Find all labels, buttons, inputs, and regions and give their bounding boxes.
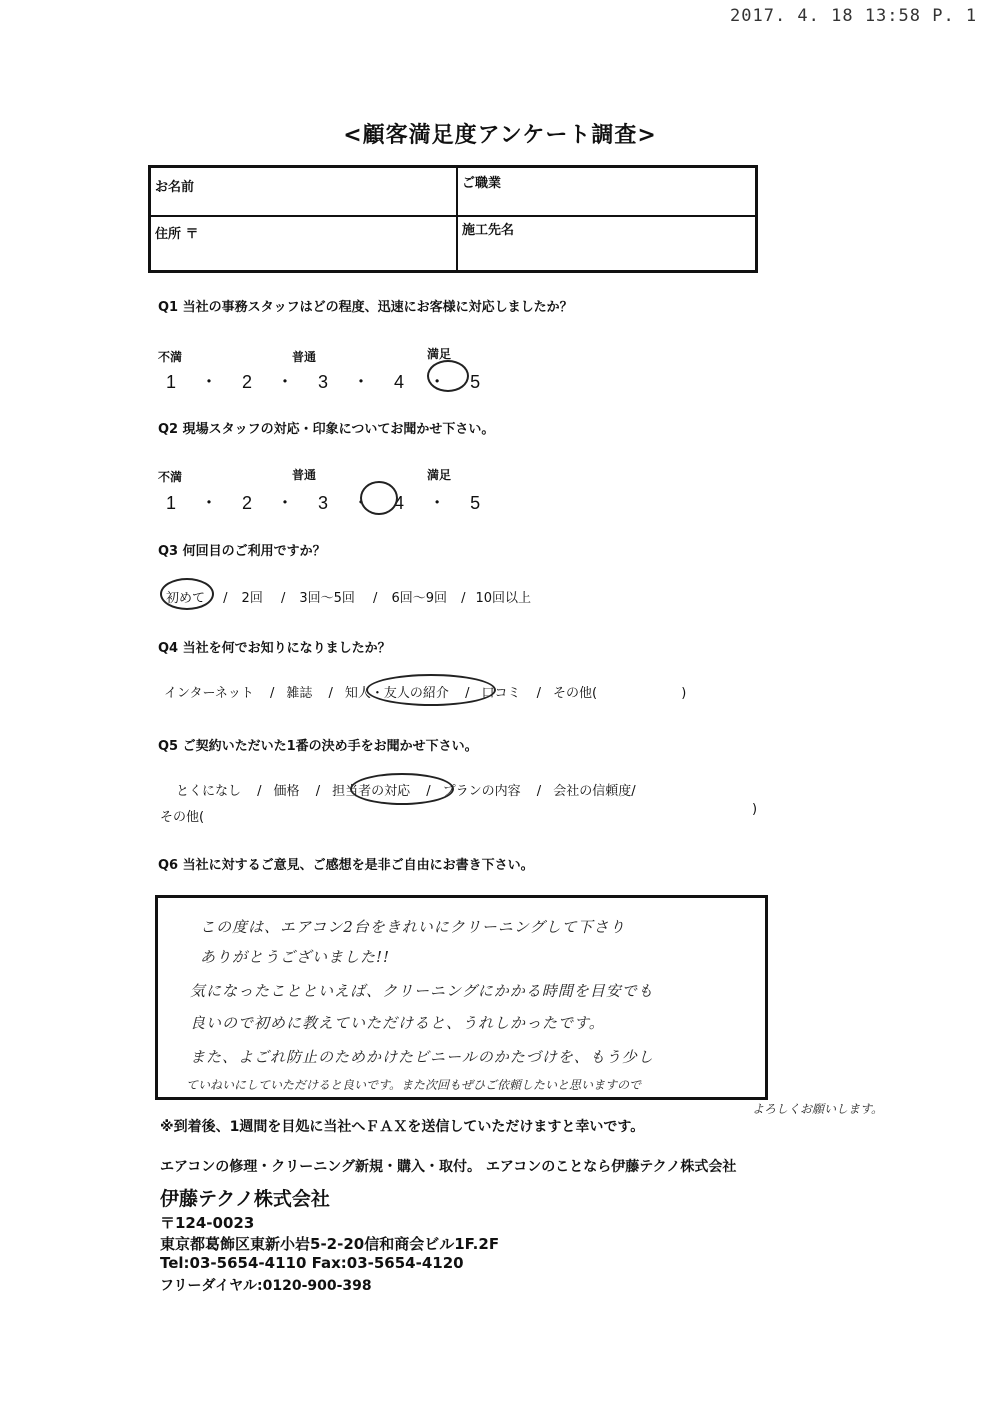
occupation-label: ご職業 bbox=[462, 176, 502, 191]
site-label: 施工先名 bbox=[462, 223, 515, 238]
q4-option-word-of-mouth[interactable]: 口コミ bbox=[481, 686, 521, 701]
q2-low-label: 不満 bbox=[158, 470, 183, 484]
q4-option-referral[interactable]: 知人・友人の紹介 bbox=[344, 686, 449, 701]
comment-line: 良いので初めに教えていただけると、うれしかったです。 bbox=[190, 1014, 605, 1032]
company-postal: 〒124-0023 bbox=[160, 1214, 255, 1232]
q5-option-price[interactable]: 価格 bbox=[273, 784, 300, 799]
q5-option-plan[interactable]: プランの内容 bbox=[442, 784, 521, 799]
fax-header: 2017. 4. 18 13:58 P. 1 bbox=[730, 6, 978, 26]
q5-option-staff[interactable]: 担当者の対応 bbox=[332, 784, 411, 799]
q1-selection-circle bbox=[427, 360, 469, 392]
q2-mid-label: 普通 bbox=[292, 468, 317, 482]
q4-question: Q4 当社を何でお知りになりましたか？ bbox=[158, 641, 391, 656]
company-free-dial: フリーダイヤル:0120-900-398 bbox=[160, 1278, 372, 1294]
q3-option-first[interactable]: 初めて bbox=[166, 591, 206, 606]
q3-option-2[interactable]: 2回 bbox=[241, 591, 263, 606]
company-tagline: エアコンの修理・クリーニング新規・購入・取付。 エアコンのことなら伊藤テクノ株式会社 bbox=[160, 1159, 737, 1175]
q5-option-other[interactable]: その他( bbox=[160, 810, 205, 825]
q1-high-label: 満足 bbox=[427, 347, 452, 361]
q2-question: Q2 現場スタッフの対応・印象についてお聞かせ下さい。 bbox=[158, 422, 495, 437]
q5-question: Q5 ご契約いただいた1番の決め手をお聞かせ下さい。 bbox=[158, 739, 478, 754]
q1-option-5[interactable]: 5 bbox=[470, 372, 481, 392]
q6-question: Q6 当社に対するご意見、ご感想を是非ご自由にお書き下さい。 bbox=[158, 858, 534, 873]
q1-option-1[interactable]: 1 bbox=[166, 372, 177, 392]
q2-option-3[interactable]: 3 bbox=[318, 493, 329, 513]
comment-line: ありがとうございました!! bbox=[200, 948, 391, 966]
q2-selection-circle bbox=[360, 481, 398, 515]
comment-line: 気になったことといえば、クリーニングにかかる時間を目安でも bbox=[190, 982, 654, 1000]
q4-other-close: ) bbox=[681, 686, 687, 701]
q4-options: インターネット / 雑誌 / 知人・友人の紹介 / 口コミ / その他( ) bbox=[164, 686, 687, 701]
q3-options: 初めて / 2回 / 3回～5回 / 6回～9回 / 10回以上 bbox=[166, 591, 532, 606]
q4-option-other[interactable]: その他( bbox=[553, 686, 598, 701]
q3-question: Q3 何回目のご利用ですか？ bbox=[158, 544, 326, 559]
q5-option-trust[interactable]: 会社の信頼度/ bbox=[553, 784, 636, 799]
q3-option-6-9[interactable]: 6回～9回 bbox=[391, 591, 447, 606]
q2-scale: 1 ・ 2 ・ 3 ・ 4 ・ 5 bbox=[166, 493, 481, 513]
comment-line: また、よごれ防止のためかけたビニールのかたづけを、もう少し bbox=[190, 1048, 654, 1066]
company-name: 伊藤テクノ株式会社 bbox=[160, 1188, 330, 1210]
q2-option-1[interactable]: 1 bbox=[166, 493, 177, 513]
company-address: 東京都葛飾区東新小岩5-2-20信和商会ビル1F.2F bbox=[160, 1235, 500, 1253]
address-label: 住所 〒 bbox=[155, 227, 199, 242]
q1-question: Q1 当社の事務スタッフはどの程度、迅速にお客様に対応しましたか？ bbox=[158, 300, 573, 315]
q1-scale: 1 ・ 2 ・ 3 ・ 4 ・ 5 bbox=[166, 372, 481, 392]
q3-selection-circle bbox=[160, 578, 214, 610]
comment-line: よろしくお願いします。 bbox=[752, 1102, 884, 1116]
q2-high-label: 満足 bbox=[427, 468, 452, 482]
q3-option-3-5[interactable]: 3回～5回 bbox=[299, 591, 355, 606]
fax-note: ※到着後、1週間を目処に当社へＦＡＸを送信していただけますと幸いです。 bbox=[160, 1119, 645, 1135]
q1-option-3[interactable]: 3 bbox=[318, 372, 329, 392]
q5-option-none[interactable]: とくになし bbox=[176, 784, 242, 799]
comment-line: この度は、エアコン2台をきれいにクリーニングして下さり bbox=[200, 918, 626, 936]
q1-low-label: 不満 bbox=[158, 350, 183, 364]
q3-option-10plus[interactable]: 10回以上 bbox=[475, 591, 532, 606]
q2-option-5[interactable]: 5 bbox=[470, 493, 481, 513]
q4-selection-circle bbox=[366, 674, 496, 706]
q5-selection-circle bbox=[350, 773, 454, 805]
name-label: お名前 bbox=[155, 180, 195, 195]
q2-option-2[interactable]: 2 bbox=[242, 493, 253, 513]
q2-option-4[interactable]: 4 bbox=[394, 493, 405, 513]
q5-options: とくになし / 価格 / 担当者の対応 / プランの内容 / 会社の信頼度/ bbox=[176, 784, 636, 799]
q4-option-magazine[interactable]: 雑誌 bbox=[286, 686, 313, 701]
q4-option-internet[interactable]: インターネット bbox=[164, 686, 254, 701]
q1-option-2[interactable]: 2 bbox=[242, 372, 253, 392]
comment-line: ていねいにしていただけると良いです。また次回もぜひご依頼したいと思いますので bbox=[186, 1078, 642, 1092]
q1-option-4[interactable]: 4 bbox=[394, 372, 405, 392]
q5-other-close: ) bbox=[752, 802, 758, 817]
q1-mid-label: 普通 bbox=[292, 350, 317, 364]
page-title: <顧客満足度アンケート調査> bbox=[343, 123, 657, 148]
company-tel-fax: Tel:03-5654-4110 Fax:03-5654-4120 bbox=[160, 1254, 464, 1272]
customer-info-table bbox=[148, 165, 758, 273]
